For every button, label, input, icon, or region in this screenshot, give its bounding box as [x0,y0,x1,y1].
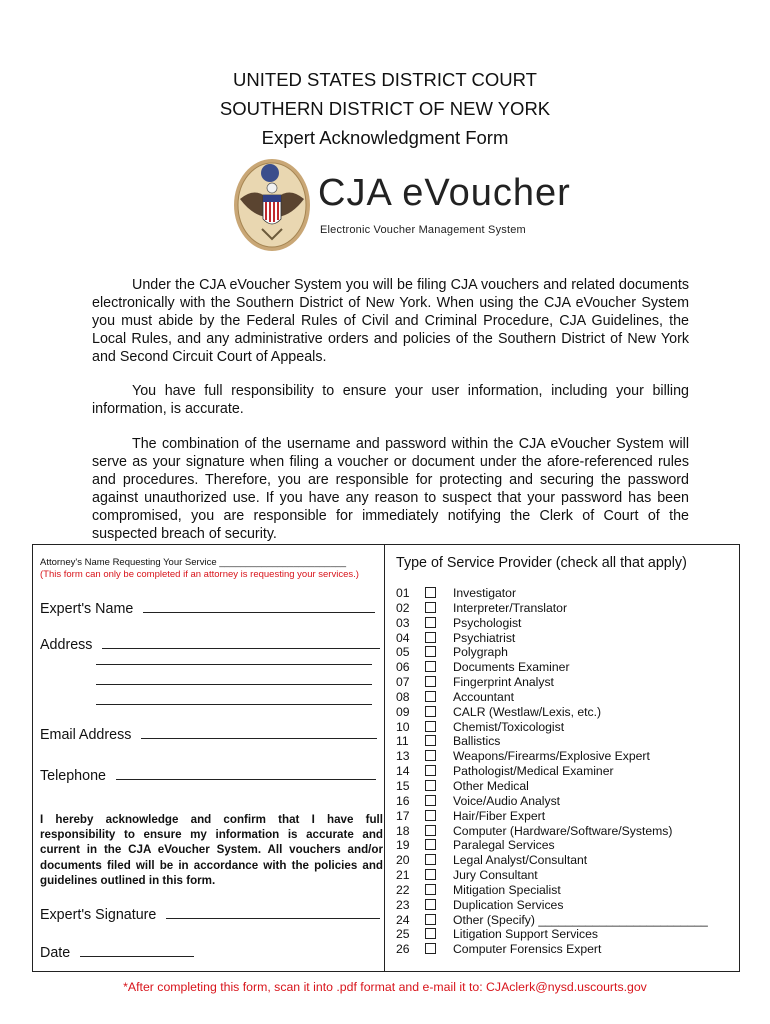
item-number: 11 [396,734,409,749]
service-checkbox[interactable] [425,750,436,761]
item-label: Investigator [453,586,517,600]
item-label: CALR (Westlaw/Lexis, etc.) [453,704,602,719]
service-provider-title: Type of Service Provider (check all that apply) [396,555,687,571]
address-label: Address [40,637,93,653]
service-checkbox[interactable] [425,632,436,643]
attorney-note: (This form can only be completed if an attorney is requesting your services.) [40,569,359,580]
email-field[interactable] [40,726,377,743]
item-number: 10 [396,719,410,734]
service-checkbox[interactable] [425,617,436,628]
service-checkbox[interactable] [425,795,436,806]
date-field[interactable] [40,944,194,961]
item-label: Paralegal Services [453,838,555,853]
service-checkbox[interactable] [425,928,436,939]
item-label: Ballistics [453,734,501,749]
service-checkbox[interactable] [425,780,436,791]
item-label: Interpreter/Translator [453,600,568,615]
service-checkbox[interactable] [425,602,436,613]
form-box-divider [384,544,385,972]
cja-evoucher-logo-subtitle: Electronic Voucher Management System [320,224,526,236]
district-name: SOUTHERN DISTRICT OF NEW YORK [219,98,551,119]
service-provider-item [396,942,708,957]
signature-label: Expert's Signature [40,907,157,923]
service-checkbox[interactable] [425,691,436,702]
service-provider-item [396,883,708,898]
service-checkbox[interactable] [425,661,436,672]
service-checkbox[interactable] [425,869,436,880]
expert-name-label: Expert's Name [40,601,134,617]
service-provider-item [396,824,708,839]
address-line-3[interactable] [96,684,372,685]
item-number: 23 [396,897,410,912]
expert-name-field[interactable] [40,600,375,617]
service-checkbox[interactable] [425,676,436,687]
item-label: Chemist/Toxicologist [453,719,565,734]
service-provider-item [396,913,708,928]
item-number: 13 [396,749,410,764]
service-checkbox[interactable] [425,839,436,850]
item-number: 25 [396,927,410,942]
item-label: Documents Examiner [453,660,570,675]
address-field[interactable] [40,636,380,653]
item-label: Fingerprint Analyst [453,675,554,690]
service-provider-list [396,586,708,957]
item-label: Psychiatrist [453,630,516,645]
item-number: 04 [396,630,410,645]
telephone-field[interactable] [40,767,376,784]
cja-evoucher-logo-title: CJA eVoucher [318,172,571,214]
item-label: Computer (Hardware/Software/Systems) [453,823,673,838]
service-provider-item [396,675,708,690]
responsibility-paragraph: You have full responsibility to ensure your user information, including your billing information, is accurate. [92,383,689,417]
item-number: 18 [396,823,410,838]
service-checkbox[interactable] [425,884,436,895]
security-paragraph: The combination of the username and password within the CJA eVoucher System will serve as your signature when filing a voucher or document under the afore-referenced rules and procedures. Therefore, you are responsible for protecting and securing the password against unauthorized use. If you have any reason to suspect that your password has been compromised, you are responsible for immediately notifying the Clerk of Court of the suspected breach of security. [92,436,689,542]
service-provider-item [396,734,708,749]
intro-paragraph: Under the CJA eVoucher System you will be filing CJA vouchers and related documents electronically with the Southern District of New York. When using the CJA eVoucher System you must abide by the Federal Rules of Civil and Criminal Procedure, CJA Guidelines, the Local Rules, and any administrative orders and policies of the Southern District of New York and Second Circuit Court of Appeals. [92,277,689,365]
item-number: 08 [396,689,410,704]
item-label: Jury Consultant [453,868,538,883]
item-label: Litigation Support Services [453,927,598,942]
service-checkbox[interactable] [425,943,436,954]
item-number: 21 [396,868,410,883]
court-name: UNITED STATES DISTRICT COURT [233,69,537,90]
service-provider-item [396,749,708,764]
item-number: 15 [396,778,410,793]
item-number: 14 [396,764,410,779]
address-line-4[interactable] [96,704,372,705]
service-provider-item [396,645,708,660]
service-provider-item [396,616,708,631]
item-number: 17 [396,808,410,823]
item-label: Accountant [453,689,514,704]
service-provider-item [396,720,708,735]
service-provider-item [396,764,708,779]
item-label: Other (Specify) _________________________ [453,912,708,927]
item-number: 26 [396,942,410,957]
service-provider-item [396,927,708,942]
item-label: Psychologist [453,615,522,630]
address-line-2[interactable] [96,664,372,665]
item-number: 22 [396,882,410,897]
acknowledgment-statement: I hereby acknowledge and confirm that I have full responsibility to ensure my information is accurate and current in the CJA eVoucher System. All vouchers and/or documents filed will be in accordance with the policies and guidelines outlined in this form. [40,813,383,887]
service-provider-item [396,868,708,883]
item-number: 09 [396,704,410,719]
attorney-name-field[interactable]: Attorney's Name Requesting Your Service ________________________ [40,557,347,568]
service-checkbox[interactable] [425,646,436,657]
service-provider-item [396,898,708,913]
service-provider-item [396,838,708,853]
item-number: 01 [396,586,410,600]
service-checkbox[interactable] [425,587,436,598]
item-number: 05 [396,645,410,660]
item-number: 02 [396,600,410,615]
item-label: Hair/Fiber Expert [453,808,546,823]
service-checkbox[interactable] [425,706,436,717]
service-provider-item [396,690,708,705]
service-provider-item [396,853,708,868]
service-provider-item [396,809,708,824]
item-label: Pathologist/Medical Examiner [453,764,614,779]
service-provider-item [396,705,708,720]
telephone-label: Telephone [40,768,106,784]
footer-instruction: *After completing this form, scan it into .pdf format and e-mail it to: CJAclerk@nysd.uscourts.gov [123,980,647,994]
service-provider-item [396,586,708,601]
item-label: Polygraph [453,645,508,660]
item-number: 19 [396,838,410,853]
service-provider-item [396,779,708,794]
item-number: 03 [396,615,410,630]
item-label: Legal Analyst/Consultant [453,853,588,868]
service-checkbox[interactable] [425,810,436,821]
service-provider-item [396,794,708,809]
item-number: 06 [396,660,410,675]
item-number: 24 [396,912,410,927]
item-label: Weapons/Firearms/Explosive Expert [453,749,650,764]
item-number: 20 [396,853,410,868]
service-checkbox[interactable] [425,899,436,910]
service-provider-item [396,601,708,616]
item-label: Duplication Services [453,897,564,912]
service-checkbox[interactable] [425,854,436,865]
item-label: Voice/Audio Analyst [453,793,561,808]
service-checkbox[interactable] [425,765,436,776]
service-checkbox[interactable] [425,735,436,746]
service-provider-item [396,631,708,646]
service-checkbox[interactable] [425,825,436,836]
signature-field[interactable] [40,906,380,923]
service-provider-item [396,660,708,675]
item-number: 16 [396,793,410,808]
email-label: Email Address [40,727,132,743]
court-seal-icon [232,157,312,253]
service-checkbox[interactable] [425,914,436,925]
form-title: Expert Acknowledgment Form [261,127,509,148]
item-label: Mitigation Specialist [453,882,561,897]
date-label: Date [40,945,71,961]
item-label: Computer Forensics Expert [453,942,602,957]
item-label: Other Medical [453,778,529,793]
service-checkbox[interactable] [425,721,436,732]
item-number: 07 [396,675,410,690]
